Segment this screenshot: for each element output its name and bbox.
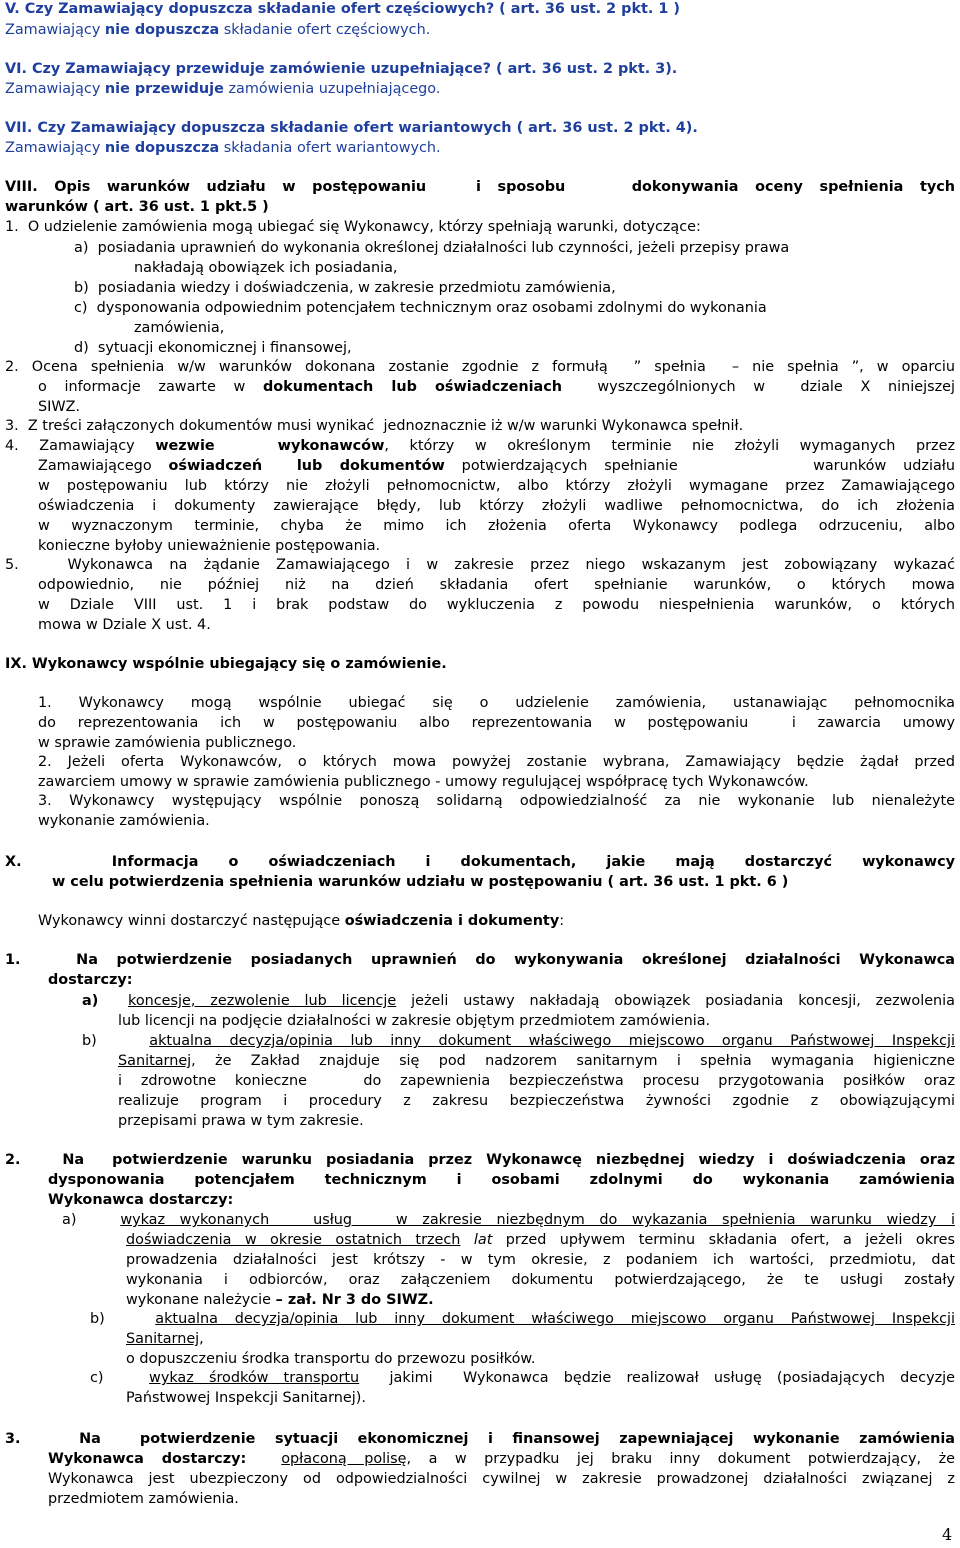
text-line: Zamawiający nie dopuszcza składanie ofert częściowych. xyxy=(5,22,431,38)
text-line: dysponowania potencjałem technicznym i osobami zdolnymi do wykonania zamówienia xyxy=(48,1172,955,1188)
text-line: 3. Z treści załączonych dokumentów musi wynikać jednoznacznie iż w/w warunki Wykonawca spełnił. xyxy=(5,418,744,434)
text-line: doświadczenia w okresie ostatnich trzech lat przed upływem terminu składania ofert, a jeżeli okres xyxy=(126,1232,955,1248)
text-line: Zamawiający nie dopuszcza składania ofert wariantowych. xyxy=(5,140,441,156)
text-line: 5. Wykonawca na żądanie Zamawiającego i w zakresie przez niego wskazanym jest zobowiązany wykazać xyxy=(5,557,955,573)
text-line: nakładają obowiązek ich posiadania, xyxy=(134,260,398,276)
text-line: w postępowaniu lub którzy nie złożyli pełnomocnictw, albo którzy złożyli wymagane przez Zamawiającego xyxy=(38,478,955,494)
text-line: realizuje program i procedury z zakresu bezpieczeństwa żywności zgodnie z obowiązującymi xyxy=(118,1093,955,1109)
text-line: 2. Na potwierdzenie warunku posiadania przez Wykonawcę niezbędnej wiedzy i doświadczenia oraz xyxy=(5,1152,955,1168)
text-line: Wykonawcy winni dostarczyć następujące oświadczenia i dokumenty: xyxy=(38,913,565,929)
text-line: 1. O udzielenie zamówienia mogą ubiegać się Wykonawcy, którzy spełniają warunki, dotyczące: xyxy=(5,219,701,235)
text-line: SIWZ. xyxy=(38,399,81,415)
text-line: X. Informacja o oświadczeniach i dokumentach, jakie mają dostarczyć wykonawcy xyxy=(5,854,955,870)
text-line: Zamawiającego oświadczeń lub dokumentów potwierdzających spełnianie warunków udziału xyxy=(38,458,955,474)
page-number: 4 xyxy=(942,1525,953,1544)
text-line: V. Czy Zamawiający dopuszcza składanie ofert częściowych? ( art. 36 ust. 2 pkt. 1 ) xyxy=(5,1,680,17)
text-line: w wyznaczonym terminie, chyba że mimo ich złożenia oferta Wykonawcy podlega odrzuceniu, albo xyxy=(38,518,955,534)
text-line: a) koncesje, zezwolenie lub licencje jeżeli ustawy nakładają obowiązek posiadania koncesji, zezwolenia xyxy=(82,993,955,1009)
text-line: 2. Ocena spełnienia w/w warunków dokonana zostanie zgodnie z formułą ” spełnia – nie spełnia ”, w oparciu xyxy=(5,359,955,375)
text-line: w celu potwierdzenia spełnienia warunków udziału w postępowaniu ( art. 36 ust. 1 pkt. 6 ) xyxy=(52,874,789,890)
text-line: przepisami prawa w tym zakresie. xyxy=(118,1113,364,1129)
text-line: a) posiadania uprawnień do wykonania określonej działalności lub czynności, jeżeli przepisy prawa xyxy=(74,240,790,256)
text-line: mowa w Dziale X ust. 4. xyxy=(38,617,211,633)
text-line: VII. Czy Zamawiający dopuszcza składanie ofert wariantowych ( art. 36 ust. 2 pkt. 4). xyxy=(5,120,698,136)
text-line: odpowiednio, nie później niż na dzień składania ofert spełnianie warunków, o których mowa xyxy=(38,577,955,593)
text-line: a) wykaz wykonanych usług w zakresie niezbędnym do wykazania spełnienia warunku wiedzy i xyxy=(62,1212,955,1228)
text-line: wykonania i odbiorców, oraz załączeniem dokumentu potwierdzającego, że te usługi zostały xyxy=(126,1272,955,1288)
text-line: wykonane należycie – zał. Nr 3 do SIWZ. xyxy=(126,1292,434,1308)
text-line: Wykonawca jest ubezpieczony od odpowiedzialności cywilnej w zakresie prowadzonej działalności związanej z xyxy=(48,1471,955,1487)
text-line: 3. Na potwierdzenie sytuacji ekonomicznej i finansowej zapewniającej wykonanie zamówienia xyxy=(5,1431,955,1447)
text-line: Sanitarnej, xyxy=(126,1331,204,1347)
text-line: Wykonawca dostarczy: xyxy=(48,1192,234,1208)
text-line: zamówienia, xyxy=(134,320,225,336)
text-line: zawarciem umowy w sprawie zamówienia publicznego - umowy regulującej współpracę tych Wykonawców. xyxy=(38,774,809,790)
text-line: 1. Na potwierdzenie posiadanych uprawnień do wykonywania określonej działalności Wykonawca xyxy=(5,952,955,968)
text-line: warunków ( art. 36 ust. 1 pkt.5 ) xyxy=(5,199,269,215)
text-line: o informacje zawarte w dokumentach lub oświadczeniach wyszczególnionych w dziale X niniejszej xyxy=(38,379,955,395)
text-line: przedmiotem zamówienia. xyxy=(48,1491,239,1507)
text-line: dostarczy: xyxy=(48,972,133,988)
text-line: IX. Wykonawcy wspólnie ubiegający się o zamówienie. xyxy=(5,656,447,672)
text-line: i zdrowotne konieczne do zapewnienia bezpieczeństwa procesu przygotowania posiłków oraz xyxy=(118,1073,955,1089)
text-line: 4. Zamawiający wezwie wykonawców, którzy w określonym terminie nie złożyli wymaganych przez xyxy=(5,438,955,454)
text-line: w Dziale VIII ust. 1 i brak podstaw do wykluczenia z powodu niespełnienia warunków, o których xyxy=(38,597,955,613)
text-line: oświadczenia i dokumenty zawierające błędy, lub którzy złożyli wadliwe pełnomocnictwa, do ich złożenia xyxy=(38,498,955,514)
text-line: 3. Wykonawcy występujący wspólnie ponoszą solidarną odpowiedzialność za nie wykonanie lub nienależyte xyxy=(38,793,955,809)
text-line: 1. Wykonawcy mogą wspólnie ubiegać się o udzielenie zamówienia, ustanawiając pełnomocnika xyxy=(38,695,955,711)
text-line: w sprawie zamówienia publicznego. xyxy=(38,735,297,751)
text-line: c) wykaz środków transportu jakimi Wykonawca będzie realizował usługę (posiadających decyzje xyxy=(90,1370,955,1386)
text-line: prowadzenia działalności jest krótszy - w tym okresie, z podaniem ich wartości, przedmiotu, dat xyxy=(126,1252,955,1268)
text-line: Sanitarnej, że Zakład znajduje się pod nadzorem sanitarnym i spełnia wymagania higieniczne xyxy=(118,1053,955,1069)
text-line: lub licencji na podjęcie działalności w zakresie objętym przedmiotem zamówienia. xyxy=(118,1013,711,1029)
text-line: konieczne byłoby unieważnienie postępowania. xyxy=(38,538,381,554)
text-line: d) sytuacji ekonomicznej i finansowej, xyxy=(74,340,352,356)
text-line: b) aktualna decyzja/opinia lub inny dokument właściwego miejscowo organu Państwowej Inspekcji xyxy=(90,1311,955,1327)
text-line: Zamawiający nie przewiduje zamówienia uzupełniającego. xyxy=(5,81,441,97)
text-line: wykonanie zamówienia. xyxy=(38,813,210,829)
text-line: b) aktualna decyzja/opinia lub inny dokument właściwego miejscowo organu Państwowej Inspekcji xyxy=(82,1033,955,1049)
text-line: o dopuszczeniu środka transportu do przewozu posiłków. xyxy=(126,1351,536,1367)
text-line: b) posiadania wiedzy i doświadczenia, w zakresie przedmiotu zamówienia, xyxy=(74,280,616,296)
text-line: Państwowej Inspekcji Sanitarnej). xyxy=(126,1390,366,1406)
text-line: do reprezentowania ich w postępowaniu albo reprezentowania w postępowaniu i zawarcia umowy xyxy=(38,715,955,731)
text-line: Wykonawca dostarczy: opłaconą polisę, a w przypadku jej braku inny dokument potwierdzający, że xyxy=(48,1451,955,1467)
text-line: VI. Czy Zamawiający przewiduje zamówienie uzupełniające? ( art. 36 ust. 2 pkt. 3). xyxy=(5,61,678,77)
text-line: 2. Jeżeli oferta Wykonawców, o których mowa powyżej zostanie wybrana, Zamawiający będzie żądał przed xyxy=(38,754,955,770)
text-line: c) dysponowania odpowiednim potencjałem technicznym oraz osobami zdolnymi do wykonania xyxy=(74,300,767,316)
text-line: VIII. Opis warunków udziału w postępowaniu i sposobu dokonywania oceny spełnienia tych xyxy=(5,179,955,195)
